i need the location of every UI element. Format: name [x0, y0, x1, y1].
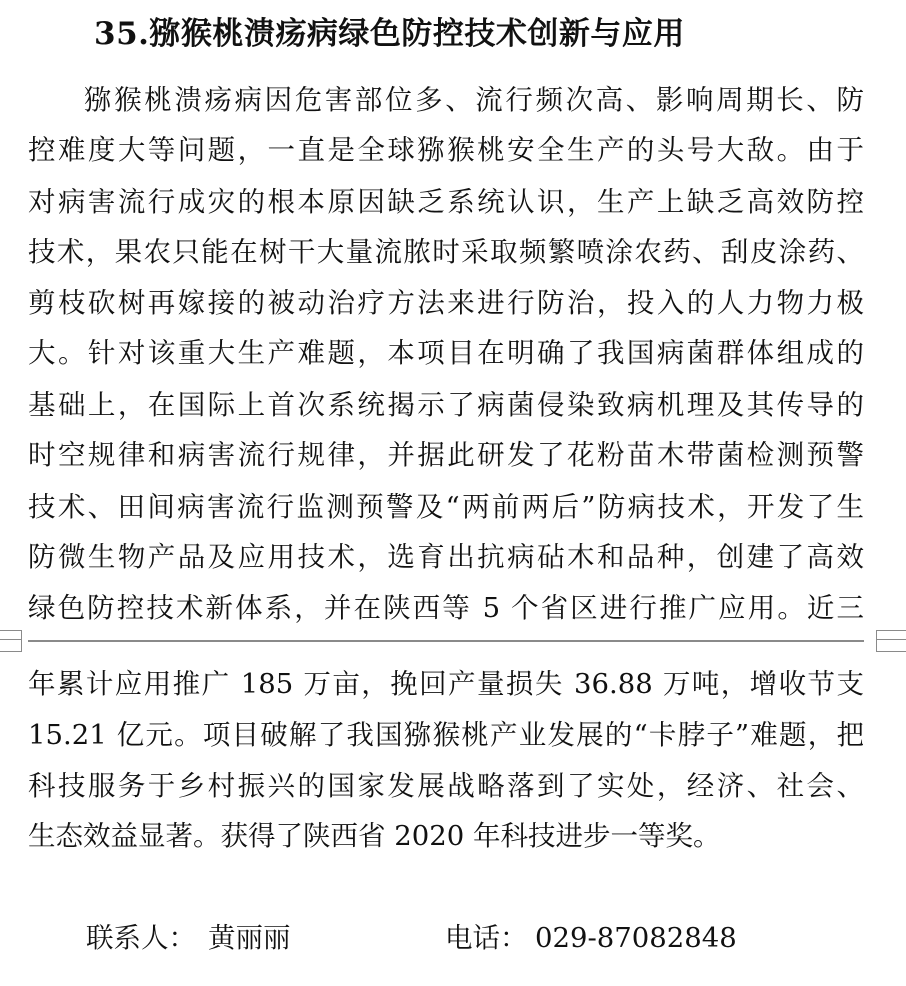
text-line: 年累计应用推广 185 万亩，挽回产量损失 36.88 万吨，增收节支 [28, 668, 864, 700]
text-line: 15.21 亿元。项目破解了我国猕猴桃产业发展的“卡脖子”难题，把 [28, 719, 864, 751]
text-line: 猕猴桃溃疡病因危害部位多、流行频次高、影响周期长、防 [84, 84, 864, 116]
text-line: 技术、田间病害流行监测预警及“两前两后”防病技术，开发了生 [28, 491, 864, 523]
text-line: 基础上，在国际上首次系统揭示了病菌侵染致病机理及其传导的 [28, 389, 864, 421]
page-break-line [28, 640, 864, 642]
text-line: 绿色防控技术新体系，并在陕西等 5 个省区进行推广应用。近三 [28, 592, 864, 624]
contact-phone-number: 029-87082848 [535, 922, 737, 954]
text-line: 技术，果农只能在树干大量流脓时采取频繁喷涂农药、刮皮涂药、 [28, 236, 864, 268]
text-line: 大。针对该重大生产难题，本项目在明确了我国病菌群体组成的 [28, 337, 864, 369]
contact-person-name: 黄丽丽 [208, 922, 291, 954]
page-break-separator [0, 627, 906, 657]
text-line: 生态效益显著。获得了陕西省 2020 年科技进步一等奖。 [28, 820, 721, 852]
text-line: 控难度大等问题，一直是全球猕猴桃安全生产的头号大敌。由于 [28, 134, 864, 166]
contact-phone-label: 电话： [445, 922, 528, 954]
text-line: 对病害流行成灾的根本原因缺乏系统认识，生产上缺乏高效防控 [28, 186, 864, 218]
document-title: 35.猕猴桃溃疡病绿色防控技术创新与应用 [94, 16, 685, 52]
page-break-left-marker [0, 630, 22, 652]
page-break-right-marker [876, 630, 906, 652]
text-line: 剪枝砍树再嫁接的被动治疗方法来进行防治，投入的人力物力极 [28, 287, 864, 319]
contact-person-label: 联系人： [86, 922, 196, 954]
text-line: 防微生物产品及应用技术，选育出抗病砧木和品种，创建了高效 [28, 541, 864, 573]
text-line: 时空规律和病害流行规律，并据此研发了花粉苗木带菌检测预警 [28, 439, 864, 471]
text-line: 科技服务于乡村振兴的国家发展战略落到了实处，经济、社会、 [28, 770, 864, 802]
